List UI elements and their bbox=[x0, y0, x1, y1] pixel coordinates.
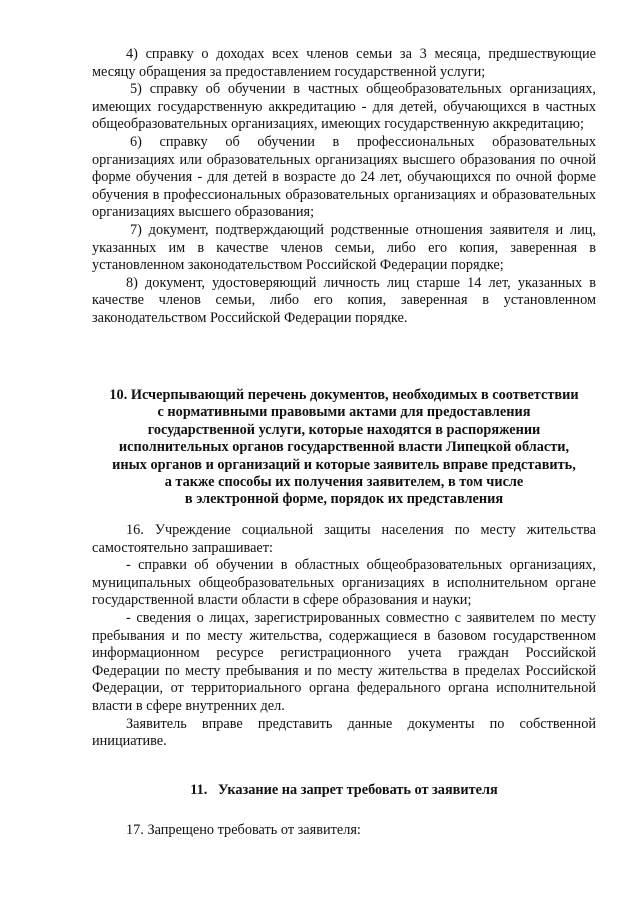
list-item-5: 5) справку об обучении в частных общеобразовательных организациях, имеющих государственную аккредитацию - для детей, обучающихся в частных общеобразовательных организациях, имеющих государственную аккредитацию; bbox=[92, 81, 596, 133]
section-10-body bbox=[92, 522, 596, 751]
heading-line: исполнительных органов государственной власти Липецкой области, bbox=[118, 439, 570, 456]
list-item-6: 6) справку об обучении в профессиональных образовательных организациях или образовательных организациях высшего образования по очной форме обучения - для детей в возрасте до 24 лет, обучающихся по очной форме обучения в профессиональных образовательных организациях и образовательных организациях высшего образования; bbox=[92, 133, 596, 221]
documents-list bbox=[92, 46, 596, 328]
heading-line: государственной услуги, которые находятся в распоряжении bbox=[147, 421, 541, 438]
heading-line: 11. Указание на запрет требовать от заявителя bbox=[190, 782, 498, 798]
list-item-4: 4) справку о доходах всех членов семьи за 3 месяца, предшествующие месяцу обращения за предоставлением государственной услуги; bbox=[92, 46, 596, 80]
section-10-heading bbox=[92, 387, 596, 509]
list-item-8: 8) документ, удостоверяющий личность лиц старше 14 лет, указанных в качестве членов семьи, либо его копия, заверенная в установленном законодательством Российской Федерации порядке. bbox=[92, 274, 596, 326]
heading-line: а также способы их получения заявителем, в том числе bbox=[164, 474, 524, 491]
heading-line: иных органов и организаций и которые заявитель вправе представить, bbox=[112, 456, 576, 473]
heading-line: 10. Исчерпывающий перечень документов, необходимых в соответствии bbox=[109, 387, 579, 403]
paragraph-17: 17. Запрещено требовать от заявителя: bbox=[126, 822, 361, 838]
paragraph-16-note: Заявитель вправе представить данные документы по собственной инициативе. bbox=[92, 715, 596, 750]
list-item-7: 7) документ, подтверждающий родственные отношения заявителя и лиц, указанных им в качестве членов семьи, либо его копия, заверенная в установленном законодательством Российской Федерации порядке; bbox=[92, 221, 596, 274]
section-11-heading bbox=[92, 782, 596, 799]
section-11-body bbox=[92, 822, 596, 840]
paragraph-16-item-1: - справки об обучении в областных общеобразовательных организациях, муниципальных общеобразовательных организациях в исполнительном органе государственной власти области в сфере образования и науки; bbox=[92, 557, 596, 609]
heading-line: в электронной форме, порядок их представления bbox=[184, 491, 504, 508]
paragraph-16: 16. Учреждение социальной защиты населения по месту жительства самостоятельно запрашивает: bbox=[92, 522, 596, 556]
heading-line: с нормативными правовыми актами для предоставления bbox=[157, 404, 531, 421]
paragraph-16-item-2: - сведения о лицах, зарегистрированных совместно с заявителем по месту пребывания и по месту жительства, содержащиеся в базовом государственном информационном ресурсе регистрационного учета граждан Российской Федерации по месту пребывания и по месту жительства в пределах Российской Федерации, от территориального органа федерального органа исполнительной власти в сфере внутренних дел. bbox=[92, 609, 596, 714]
